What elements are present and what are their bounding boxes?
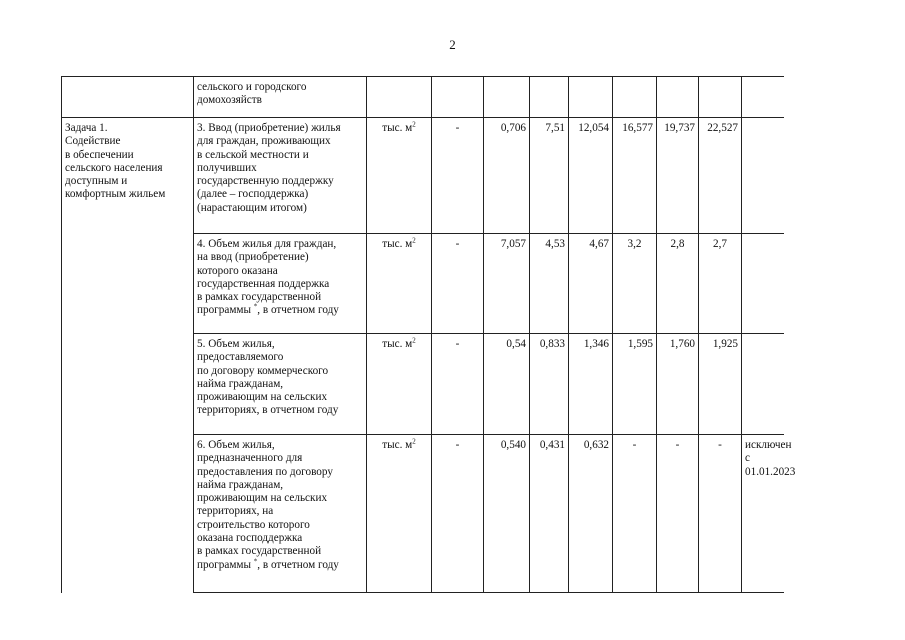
value-cell <box>657 77 699 118</box>
indicator-cell: 3. Ввод (приобретение) жилья для граждан, проживающих в сельской местности и получивших государственную поддержку (далее – господдержка) (нарастающим итогом) <box>194 118 367 234</box>
value-cell: 1,925 <box>699 334 742 435</box>
indicator-text-end: , в отчетном году <box>257 304 339 317</box>
value-cell <box>699 77 742 118</box>
base-cell: - <box>432 234 484 334</box>
value-cell: 1,346 <box>569 334 613 435</box>
unit-cell <box>367 118 432 234</box>
note-cell: исключен с 01.01.2023 <box>742 435 784 593</box>
value-cell: 0,54 <box>484 334 530 435</box>
base-cell <box>432 77 484 118</box>
value-cell: 7,057 <box>484 234 530 334</box>
value-cell: 0,540 <box>484 435 530 593</box>
unit-superscript: 2 <box>412 437 416 446</box>
value-cell: 2,8 <box>657 234 699 334</box>
value-cell: - <box>657 435 699 593</box>
value-cell: 1,760 <box>657 334 699 435</box>
value-cell: 2,7 <box>699 234 742 334</box>
value-cell: 0,706 <box>484 118 530 234</box>
table-row-continuation <box>62 77 784 118</box>
indicator-cell <box>194 435 367 593</box>
value-cell: 1,595 <box>613 334 657 435</box>
indicators-table <box>61 76 796 593</box>
value-cell: 7,51 <box>530 118 569 234</box>
value-cell: - <box>613 435 657 593</box>
base-cell: - <box>432 334 484 435</box>
value-cell: 0,431 <box>530 435 569 593</box>
footnote-mark: * <box>253 302 258 311</box>
value-cell: 4,53 <box>530 234 569 334</box>
page-number: 2 <box>449 37 456 52</box>
unit-text: тыс. м <box>382 122 413 134</box>
task-cell: Задача 1. Содействие в обеспечении сельского населения доступным и комфортным жильем <box>62 118 194 593</box>
unit-text: тыс. м <box>382 238 413 250</box>
unit-superscript: 2 <box>412 336 416 345</box>
indicator-text: 4. Объем жилья для граждан, на ввод (приобретение) которого оказана государственная поддержка в рамках государственной программы <box>197 238 337 317</box>
note-cell <box>742 234 784 334</box>
value-cell <box>613 77 657 118</box>
value-cell: 4,67 <box>569 234 613 334</box>
unit-cell <box>367 77 432 118</box>
unit-text: тыс. м <box>382 439 413 451</box>
value-cell: 0,833 <box>530 334 569 435</box>
indicator-cell <box>194 234 367 334</box>
indicator-text: 6. Объем жилья, предназначенного для предоставления по договору найма гражданам, проживающим на сельских территориях, на строительство которого оказана господдержка в рамках государственной программы <box>197 439 333 571</box>
indicator-cell: 5. Объем жилья, предоставляемого по договору коммерческого найма гражданам, проживающим на сельских территориях, в отчетном году <box>194 334 367 435</box>
value-cell <box>530 77 569 118</box>
note-cell <box>742 334 784 435</box>
unit-text: тыс. м <box>382 338 413 350</box>
unit-superscript: 2 <box>412 236 416 245</box>
indicator-cell: сельского и городского домохозяйств <box>194 77 367 118</box>
base-cell: - <box>432 435 484 593</box>
indicator-text-end: , в отчетном году <box>257 558 339 571</box>
note-cell <box>742 118 784 234</box>
unit-cell <box>367 334 432 435</box>
value-cell: - <box>699 435 742 593</box>
unit-cell <box>367 435 432 593</box>
value-cell: 19,737 <box>657 118 699 234</box>
footnote-mark: * <box>253 556 258 565</box>
value-cell: 16,577 <box>613 118 657 234</box>
note-cell <box>742 77 784 118</box>
value-cell <box>484 77 530 118</box>
value-cell: 3,2 <box>613 234 657 334</box>
value-cell: 22,527 <box>699 118 742 234</box>
unit-cell <box>367 234 432 334</box>
unit-superscript: 2 <box>412 120 416 129</box>
task-cell-empty <box>62 77 194 118</box>
base-cell: - <box>432 118 484 234</box>
value-cell: 0,632 <box>569 435 613 593</box>
table-row-indicator-3 <box>62 118 784 234</box>
value-cell: 12,054 <box>569 118 613 234</box>
value-cell <box>569 77 613 118</box>
